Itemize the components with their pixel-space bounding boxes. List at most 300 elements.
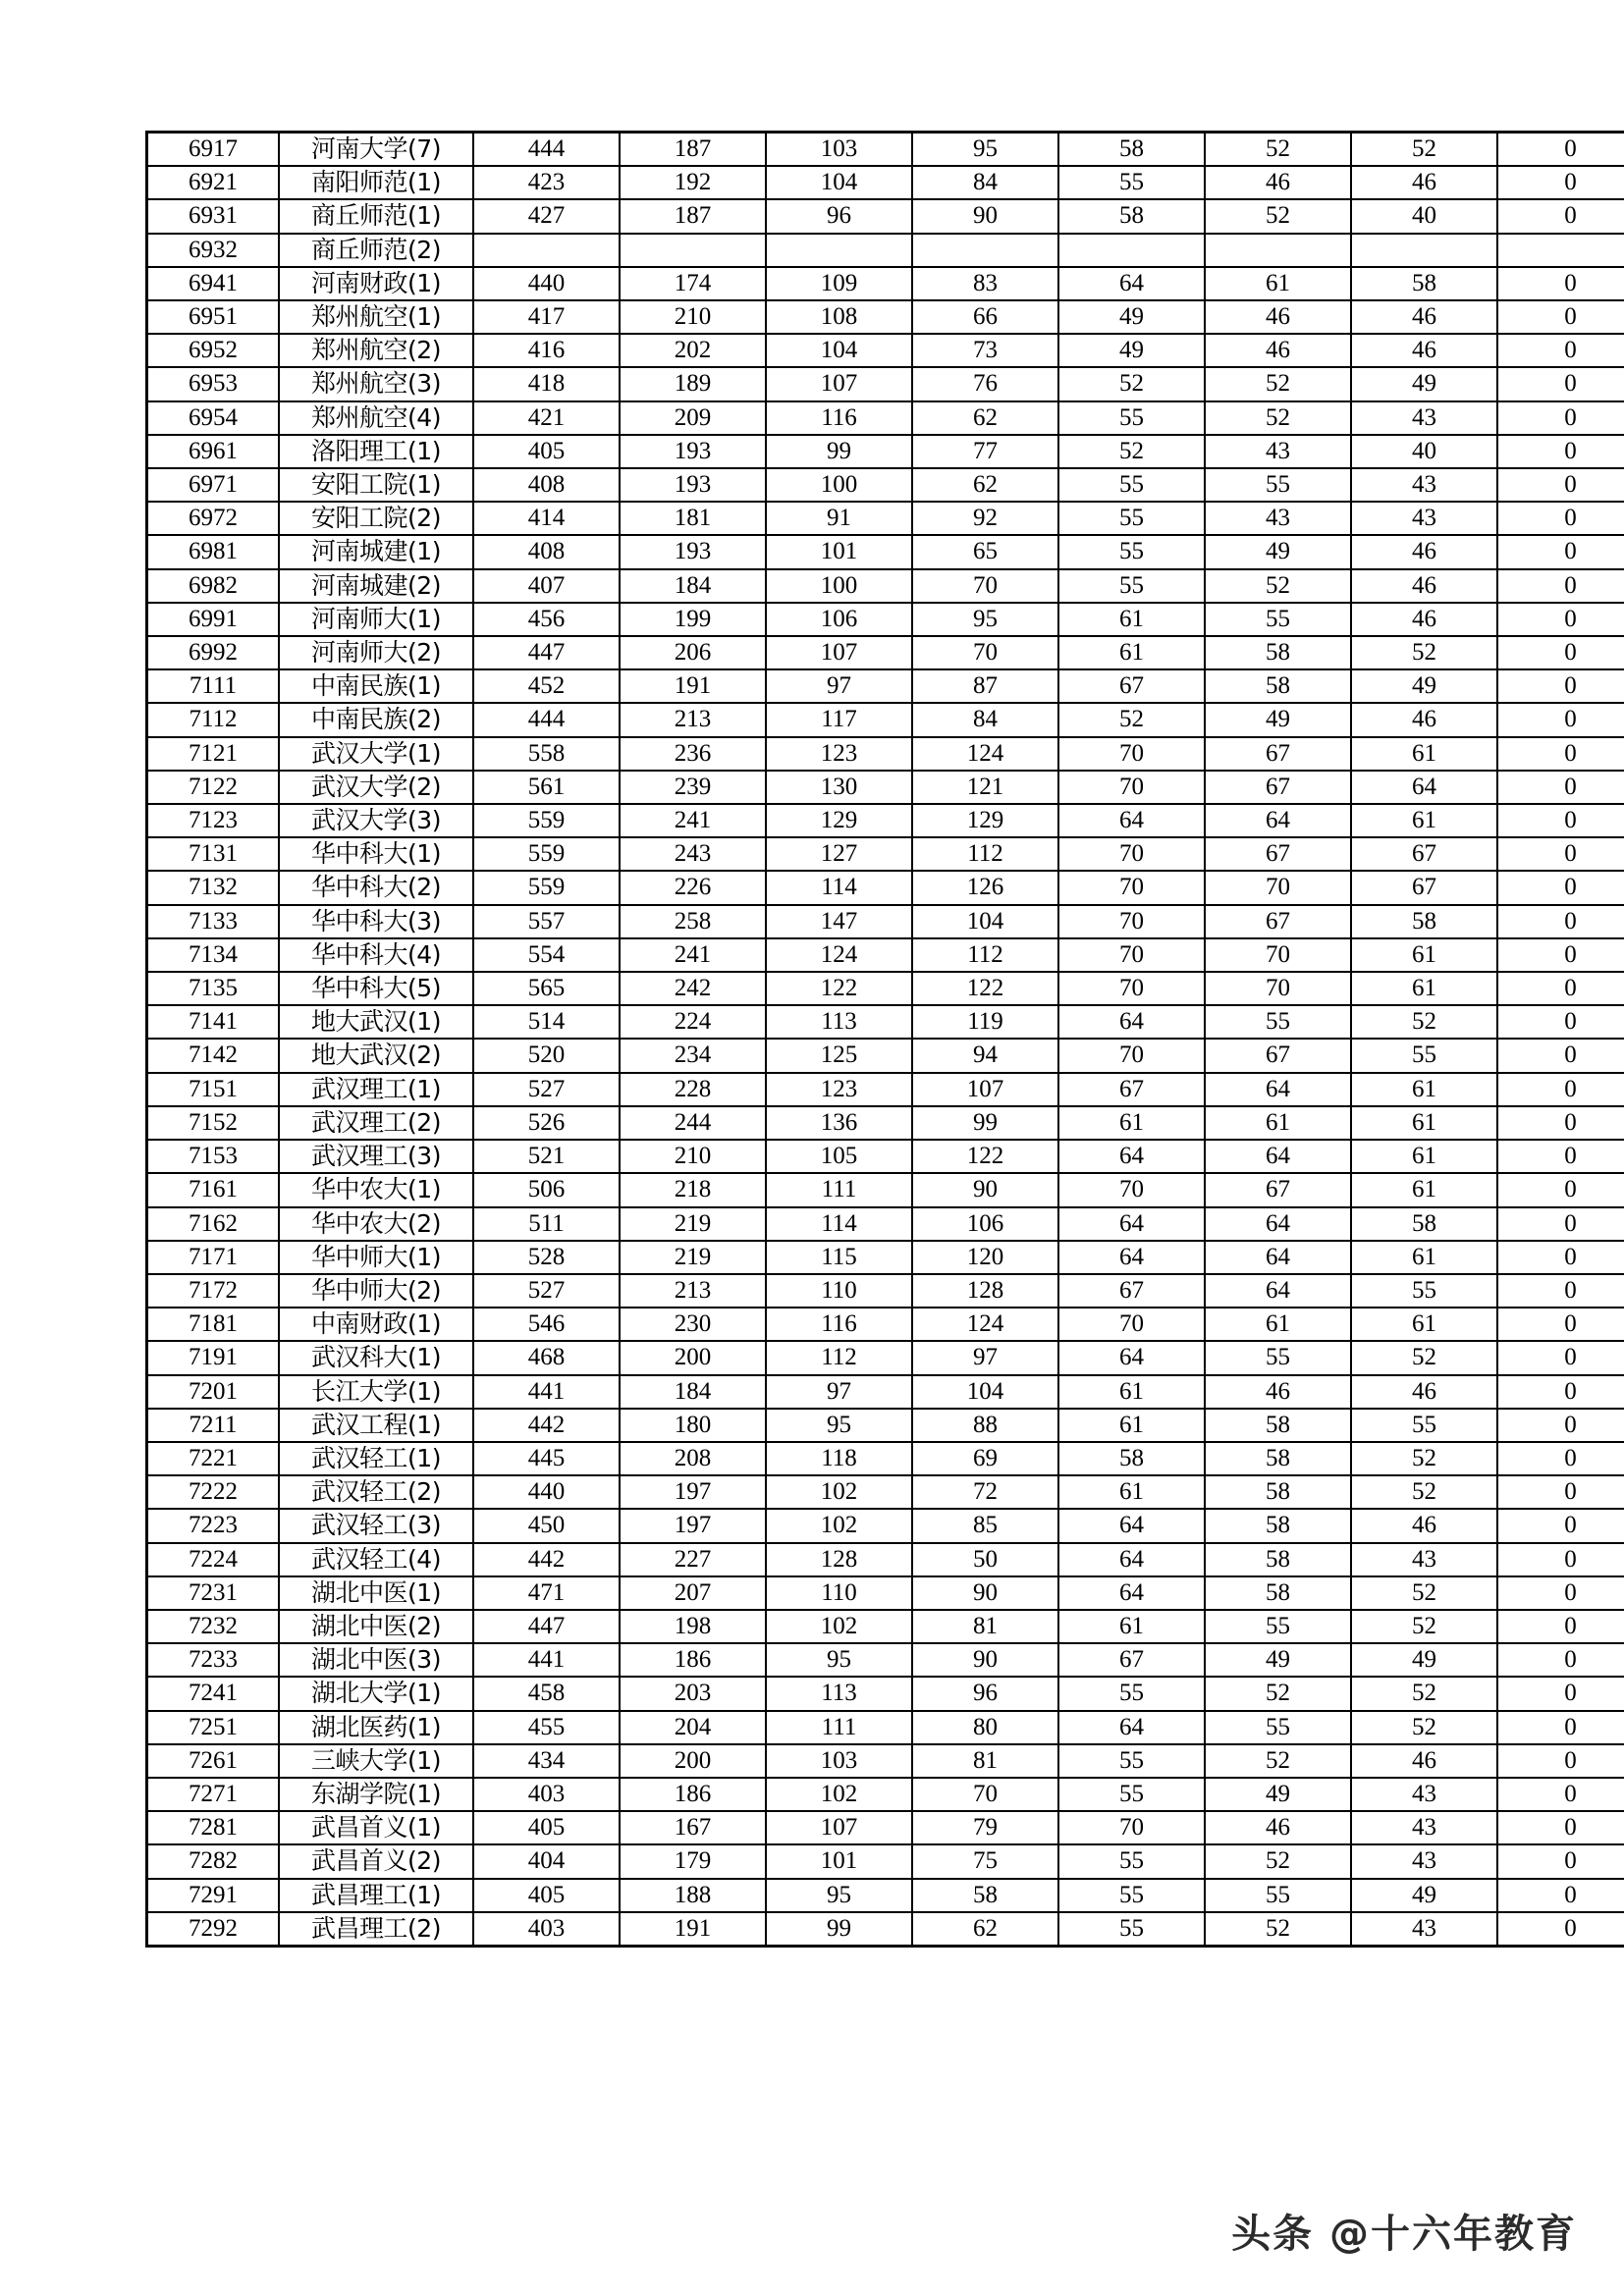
cell-school-name: 河南师大(2) xyxy=(279,636,473,669)
cell-value-2: 241 xyxy=(620,938,766,972)
cell-school-name: 中南财政(1) xyxy=(279,1308,473,1341)
cell-value-4 xyxy=(912,234,1058,267)
cell-value-7: 43 xyxy=(1351,1844,1497,1878)
cell-value-4: 66 xyxy=(912,300,1058,334)
table-row xyxy=(147,1005,1624,1039)
cell-school-code: 7134 xyxy=(147,938,280,972)
cell-value-4: 62 xyxy=(912,401,1058,435)
cell-value-8: 0 xyxy=(1497,603,1624,636)
table-row xyxy=(147,1844,1624,1878)
cell-total-score: 445 xyxy=(473,1442,620,1475)
cell-value-6: 49 xyxy=(1205,1778,1351,1811)
cell-value-6: 43 xyxy=(1205,435,1351,468)
cell-total-score: 557 xyxy=(473,905,620,938)
cell-value-6: 58 xyxy=(1205,1576,1351,1610)
cell-value-3: 128 xyxy=(766,1543,912,1576)
cell-total-score: 417 xyxy=(473,300,620,334)
cell-value-3: 129 xyxy=(766,804,912,837)
cell-school-name: 华中科大(4) xyxy=(279,938,473,972)
cell-value-7: 46 xyxy=(1351,1375,1497,1409)
cell-value-8: 0 xyxy=(1497,938,1624,972)
cell-value-6: 49 xyxy=(1205,1643,1351,1677)
cell-value-7: 61 xyxy=(1351,972,1497,1005)
cell-value-2: 197 xyxy=(620,1475,766,1509)
cell-school-code: 7261 xyxy=(147,1744,280,1778)
cell-value-3: 111 xyxy=(766,1711,912,1744)
cell-value-6: 52 xyxy=(1205,367,1351,400)
cell-value-3: 91 xyxy=(766,502,912,535)
cell-value-5: 67 xyxy=(1058,1643,1205,1677)
cell-total-score: 559 xyxy=(473,837,620,871)
cell-school-code: 6932 xyxy=(147,234,280,267)
cell-value-4: 97 xyxy=(912,1341,1058,1374)
cell-value-7: 64 xyxy=(1351,771,1497,804)
cell-value-2: 200 xyxy=(620,1341,766,1374)
cell-total-score: 444 xyxy=(473,133,620,167)
cell-total-score: 471 xyxy=(473,1576,620,1610)
cell-value-7: 58 xyxy=(1351,1207,1497,1241)
table-row xyxy=(147,502,1624,535)
cell-value-7: 43 xyxy=(1351,502,1497,535)
cell-value-2: 179 xyxy=(620,1844,766,1878)
cell-school-code: 6992 xyxy=(147,636,280,669)
cell-school-code: 6917 xyxy=(147,133,280,167)
cell-school-name: 河南城建(1) xyxy=(279,535,473,568)
cell-total-score: 403 xyxy=(473,1912,620,1947)
cell-value-4: 126 xyxy=(912,871,1058,904)
cell-value-2: 186 xyxy=(620,1643,766,1677)
cell-total-score: 527 xyxy=(473,1073,620,1106)
cell-value-8: 0 xyxy=(1497,1844,1624,1878)
cell-value-8: 0 xyxy=(1497,1173,1624,1206)
cell-school-name: 武汉大学(2) xyxy=(279,771,473,804)
cell-value-6: 52 xyxy=(1205,1912,1351,1947)
cell-value-4: 58 xyxy=(912,1879,1058,1912)
cell-value-3: 136 xyxy=(766,1106,912,1140)
cell-value-5: 70 xyxy=(1058,1173,1205,1206)
cell-school-code: 7153 xyxy=(147,1140,280,1173)
cell-value-7: 46 xyxy=(1351,603,1497,636)
cell-total-score: 554 xyxy=(473,938,620,972)
cell-value-6: 46 xyxy=(1205,334,1351,367)
cell-value-2: 210 xyxy=(620,1140,766,1173)
cell-school-code: 7131 xyxy=(147,837,280,871)
cell-value-7: 40 xyxy=(1351,435,1497,468)
watermark-text: 头条 @十六年教育 xyxy=(1231,2212,1577,2257)
cell-value-4: 69 xyxy=(912,1442,1058,1475)
cell-value-7: 61 xyxy=(1351,1173,1497,1206)
cell-value-7: 52 xyxy=(1351,636,1497,669)
cell-value-5: 70 xyxy=(1058,871,1205,904)
cell-value-2: 174 xyxy=(620,267,766,300)
cell-school-name: 湖北中医(2) xyxy=(279,1610,473,1643)
cell-value-3: 117 xyxy=(766,703,912,736)
cell-value-4: 119 xyxy=(912,1005,1058,1039)
cell-total-score: 442 xyxy=(473,1409,620,1442)
cell-value-6: 55 xyxy=(1205,1341,1351,1374)
cell-value-4: 107 xyxy=(912,1073,1058,1106)
cell-value-7: 52 xyxy=(1351,1677,1497,1710)
cell-school-code: 7241 xyxy=(147,1677,280,1710)
cell-value-6: 58 xyxy=(1205,636,1351,669)
cell-value-7: 46 xyxy=(1351,300,1497,334)
cell-school-code: 7142 xyxy=(147,1039,280,1072)
cell-school-code: 6941 xyxy=(147,267,280,300)
cell-value-5: 64 xyxy=(1058,1509,1205,1542)
cell-value-7: 46 xyxy=(1351,1509,1497,1542)
cell-value-5: 55 xyxy=(1058,1677,1205,1710)
cell-total-score: 418 xyxy=(473,367,620,400)
cell-total-score: 421 xyxy=(473,401,620,435)
cell-value-3: 112 xyxy=(766,1341,912,1374)
cell-total-score: 458 xyxy=(473,1677,620,1710)
cell-value-5: 58 xyxy=(1058,1442,1205,1475)
cell-school-name: 武汉轻工(1) xyxy=(279,1442,473,1475)
cell-school-code: 7123 xyxy=(147,804,280,837)
cell-value-8: 0 xyxy=(1497,871,1624,904)
cell-value-6: 64 xyxy=(1205,1241,1351,1274)
table-row xyxy=(147,1912,1624,1947)
table-row xyxy=(147,1274,1624,1308)
cell-school-code: 7224 xyxy=(147,1543,280,1576)
cell-value-5: 67 xyxy=(1058,1073,1205,1106)
cell-value-5: 64 xyxy=(1058,1140,1205,1173)
cell-value-5: 61 xyxy=(1058,1475,1205,1509)
cell-total-score: 444 xyxy=(473,703,620,736)
cell-value-4: 90 xyxy=(912,1643,1058,1677)
table-row xyxy=(147,1811,1624,1844)
cell-value-6: 64 xyxy=(1205,1073,1351,1106)
cell-value-7: 61 xyxy=(1351,1308,1497,1341)
cell-value-8: 0 xyxy=(1497,468,1624,502)
cell-value-2: 199 xyxy=(620,603,766,636)
cell-value-8: 0 xyxy=(1497,1879,1624,1912)
cell-value-3: 125 xyxy=(766,1039,912,1072)
table-row xyxy=(147,1073,1624,1106)
cell-value-6: 64 xyxy=(1205,1207,1351,1241)
cell-value-6: 46 xyxy=(1205,1375,1351,1409)
cell-value-5: 61 xyxy=(1058,1409,1205,1442)
cell-value-8: 0 xyxy=(1497,1409,1624,1442)
table-row xyxy=(147,367,1624,400)
cell-value-4: 81 xyxy=(912,1610,1058,1643)
cell-value-8: 0 xyxy=(1497,535,1624,568)
cell-value-3: 102 xyxy=(766,1509,912,1542)
cell-value-3: 101 xyxy=(766,535,912,568)
cell-value-5: 55 xyxy=(1058,1912,1205,1947)
cell-value-8: 0 xyxy=(1497,1543,1624,1576)
table-row xyxy=(147,804,1624,837)
cell-value-6: 49 xyxy=(1205,535,1351,568)
cell-value-5: 70 xyxy=(1058,737,1205,771)
cell-school-code: 7132 xyxy=(147,871,280,904)
cell-value-4: 81 xyxy=(912,1744,1058,1778)
cell-school-name: 东湖学院(1) xyxy=(279,1778,473,1811)
cell-value-5: 70 xyxy=(1058,771,1205,804)
cell-total-score: 408 xyxy=(473,535,620,568)
cell-value-2: 236 xyxy=(620,737,766,771)
table-row xyxy=(147,1677,1624,1710)
cell-value-3: 147 xyxy=(766,905,912,938)
cell-school-code: 7292 xyxy=(147,1912,280,1947)
cell-school-code: 7291 xyxy=(147,1879,280,1912)
cell-value-6: 70 xyxy=(1205,972,1351,1005)
cell-value-6 xyxy=(1205,234,1351,267)
cell-value-6: 55 xyxy=(1205,1879,1351,1912)
cell-value-2: 200 xyxy=(620,1744,766,1778)
cell-school-name: 中南民族(2) xyxy=(279,703,473,736)
cell-value-8: 0 xyxy=(1497,804,1624,837)
cell-school-name: 武昌首义(2) xyxy=(279,1844,473,1878)
table-row xyxy=(147,636,1624,669)
cell-total-score: 408 xyxy=(473,468,620,502)
cell-value-2: 197 xyxy=(620,1509,766,1542)
table-row xyxy=(147,1543,1624,1576)
cell-value-5: 70 xyxy=(1058,1308,1205,1341)
cell-total-score: 561 xyxy=(473,771,620,804)
table-row xyxy=(147,1576,1624,1610)
cell-value-4: 124 xyxy=(912,1308,1058,1341)
cell-value-5: 70 xyxy=(1058,905,1205,938)
cell-value-2: 180 xyxy=(620,1409,766,1442)
cell-total-score: 440 xyxy=(473,267,620,300)
cell-value-5: 55 xyxy=(1058,401,1205,435)
cell-value-2: 226 xyxy=(620,871,766,904)
cell-school-name: 华中农大(2) xyxy=(279,1207,473,1241)
cell-value-4: 72 xyxy=(912,1475,1058,1509)
cell-value-6: 55 xyxy=(1205,603,1351,636)
cell-school-name: 河南师大(1) xyxy=(279,603,473,636)
cell-total-score: 427 xyxy=(473,199,620,233)
table-row xyxy=(147,669,1624,703)
cell-school-code: 6952 xyxy=(147,334,280,367)
cell-value-6: 70 xyxy=(1205,871,1351,904)
cell-value-6: 58 xyxy=(1205,1543,1351,1576)
cell-value-4: 84 xyxy=(912,166,1058,199)
cell-value-4: 65 xyxy=(912,535,1058,568)
cell-value-6: 67 xyxy=(1205,737,1351,771)
cell-value-3: 99 xyxy=(766,435,912,468)
cell-value-5: 64 xyxy=(1058,1341,1205,1374)
cell-school-name: 洛阳理工(1) xyxy=(279,435,473,468)
cell-school-name: 长江大学(1) xyxy=(279,1375,473,1409)
cell-school-name: 郑州航空(3) xyxy=(279,367,473,400)
cell-value-8: 0 xyxy=(1497,166,1624,199)
table-row xyxy=(147,938,1624,972)
cell-value-2: 239 xyxy=(620,771,766,804)
cell-value-2: 258 xyxy=(620,905,766,938)
cell-total-score: 440 xyxy=(473,1475,620,1509)
cell-value-3: 102 xyxy=(766,1475,912,1509)
cell-value-2: 206 xyxy=(620,636,766,669)
cell-value-5: 61 xyxy=(1058,1106,1205,1140)
cell-value-3: 106 xyxy=(766,603,912,636)
cell-school-code: 6953 xyxy=(147,367,280,400)
cell-value-6: 55 xyxy=(1205,468,1351,502)
cell-total-score: 407 xyxy=(473,569,620,603)
table-body xyxy=(147,133,1624,1947)
cell-value-3: 100 xyxy=(766,569,912,603)
table-row xyxy=(147,435,1624,468)
cell-value-5: 55 xyxy=(1058,1879,1205,1912)
cell-value-3: 111 xyxy=(766,1173,912,1206)
cell-total-score: 404 xyxy=(473,1844,620,1878)
table-row xyxy=(147,1643,1624,1677)
cell-school-code: 7271 xyxy=(147,1778,280,1811)
cell-school-name: 安阳工院(2) xyxy=(279,502,473,535)
cell-value-3: 124 xyxy=(766,938,912,972)
table-row xyxy=(147,972,1624,1005)
cell-total-score: 514 xyxy=(473,1005,620,1039)
cell-value-6: 46 xyxy=(1205,300,1351,334)
cell-school-code: 6972 xyxy=(147,502,280,535)
cell-value-6: 58 xyxy=(1205,1409,1351,1442)
cell-value-7: 49 xyxy=(1351,367,1497,400)
cell-school-code: 7152 xyxy=(147,1106,280,1140)
table-row xyxy=(147,199,1624,233)
cell-value-3: 97 xyxy=(766,1375,912,1409)
cell-value-4: 96 xyxy=(912,1677,1058,1710)
cell-value-2: 189 xyxy=(620,367,766,400)
cell-value-2: 219 xyxy=(620,1207,766,1241)
cell-value-2: 191 xyxy=(620,669,766,703)
cell-value-8: 0 xyxy=(1497,1375,1624,1409)
cell-value-5: 49 xyxy=(1058,300,1205,334)
cell-value-7: 52 xyxy=(1351,1341,1497,1374)
cell-value-2: 167 xyxy=(620,1811,766,1844)
table-row xyxy=(147,1879,1624,1912)
cell-value-8: 0 xyxy=(1497,1442,1624,1475)
cell-value-2: 181 xyxy=(620,502,766,535)
cell-value-3: 100 xyxy=(766,468,912,502)
cell-value-4: 83 xyxy=(912,267,1058,300)
cell-value-4: 104 xyxy=(912,1375,1058,1409)
cell-value-6: 58 xyxy=(1205,1475,1351,1509)
cell-value-8: 0 xyxy=(1497,569,1624,603)
cell-value-5: 64 xyxy=(1058,1241,1205,1274)
table-row xyxy=(147,871,1624,904)
cell-value-6: 67 xyxy=(1205,1039,1351,1072)
cell-value-6: 52 xyxy=(1205,1844,1351,1878)
cell-value-4: 50 xyxy=(912,1543,1058,1576)
cell-value-2: 187 xyxy=(620,199,766,233)
cell-value-8: 0 xyxy=(1497,334,1624,367)
cell-value-6: 52 xyxy=(1205,199,1351,233)
cell-value-5: 55 xyxy=(1058,1844,1205,1878)
table-row xyxy=(147,1173,1624,1206)
cell-total-score: 405 xyxy=(473,1811,620,1844)
cell-value-7: 67 xyxy=(1351,837,1497,871)
table-row xyxy=(147,1409,1624,1442)
table-row xyxy=(147,703,1624,736)
cell-school-name: 湖北大学(1) xyxy=(279,1677,473,1710)
cell-value-3: 95 xyxy=(766,1643,912,1677)
cell-value-8: 0 xyxy=(1497,1073,1624,1106)
cell-value-8: 0 xyxy=(1497,837,1624,871)
cell-total-score: 558 xyxy=(473,737,620,771)
cell-school-name: 湖北中医(1) xyxy=(279,1576,473,1610)
cell-value-5: 70 xyxy=(1058,938,1205,972)
cell-value-5: 70 xyxy=(1058,1811,1205,1844)
cell-school-code: 7122 xyxy=(147,771,280,804)
cell-school-code: 7221 xyxy=(147,1442,280,1475)
cell-school-name: 华中农大(1) xyxy=(279,1173,473,1206)
cell-value-7: 61 xyxy=(1351,938,1497,972)
cell-school-name: 华中科大(3) xyxy=(279,905,473,938)
cell-value-2: 198 xyxy=(620,1610,766,1643)
cell-school-code: 7181 xyxy=(147,1308,280,1341)
cell-total-score: 450 xyxy=(473,1509,620,1542)
cell-value-8: 0 xyxy=(1497,1912,1624,1947)
cell-value-6: 49 xyxy=(1205,703,1351,736)
cell-value-3: 108 xyxy=(766,300,912,334)
cell-value-2: 213 xyxy=(620,703,766,736)
cell-value-7: 46 xyxy=(1351,569,1497,603)
cell-value-4: 76 xyxy=(912,367,1058,400)
cell-value-4: 121 xyxy=(912,771,1058,804)
cell-value-4: 112 xyxy=(912,938,1058,972)
cell-school-name: 武昌首义(1) xyxy=(279,1811,473,1844)
cell-total-score: 405 xyxy=(473,1879,620,1912)
cell-value-7: 43 xyxy=(1351,401,1497,435)
cell-value-4: 95 xyxy=(912,133,1058,167)
cell-value-5: 58 xyxy=(1058,199,1205,233)
cell-value-4: 92 xyxy=(912,502,1058,535)
cell-value-4: 73 xyxy=(912,334,1058,367)
cell-value-3: 95 xyxy=(766,1879,912,1912)
cell-value-2: 244 xyxy=(620,1106,766,1140)
cell-value-6: 52 xyxy=(1205,133,1351,167)
cell-school-name: 地大武汉(2) xyxy=(279,1039,473,1072)
cell-value-2: 242 xyxy=(620,972,766,1005)
cell-value-2: 241 xyxy=(620,804,766,837)
cell-value-7: 61 xyxy=(1351,804,1497,837)
cell-value-4: 84 xyxy=(912,703,1058,736)
cell-value-5: 49 xyxy=(1058,334,1205,367)
cell-value-2: 243 xyxy=(620,837,766,871)
cell-value-5: 58 xyxy=(1058,133,1205,167)
cell-value-5: 70 xyxy=(1058,837,1205,871)
table-row xyxy=(147,837,1624,871)
cell-school-code: 6961 xyxy=(147,435,280,468)
cell-school-name: 华中科大(2) xyxy=(279,871,473,904)
table-row xyxy=(147,468,1624,502)
cell-total-score: 441 xyxy=(473,1375,620,1409)
cell-value-4: 122 xyxy=(912,1140,1058,1173)
cell-value-8: 0 xyxy=(1497,1005,1624,1039)
cell-total-score: 559 xyxy=(473,804,620,837)
cell-value-5: 55 xyxy=(1058,1778,1205,1811)
cell-value-8: 0 xyxy=(1497,1711,1624,1744)
cell-total-score: 405 xyxy=(473,435,620,468)
cell-total-score: 423 xyxy=(473,166,620,199)
cell-value-5: 55 xyxy=(1058,569,1205,603)
cell-school-code: 7222 xyxy=(147,1475,280,1509)
cell-value-3: 127 xyxy=(766,837,912,871)
cell-value-6: 67 xyxy=(1205,837,1351,871)
cell-value-5: 52 xyxy=(1058,435,1205,468)
cell-school-code: 7171 xyxy=(147,1241,280,1274)
cell-value-5: 55 xyxy=(1058,468,1205,502)
cell-value-7: 55 xyxy=(1351,1274,1497,1308)
cell-school-name: 武汉轻工(4) xyxy=(279,1543,473,1576)
cell-value-5: 64 xyxy=(1058,267,1205,300)
cell-value-5: 61 xyxy=(1058,1610,1205,1643)
cell-school-code: 7223 xyxy=(147,1509,280,1542)
cell-value-4: 106 xyxy=(912,1207,1058,1241)
cell-value-7: 43 xyxy=(1351,1778,1497,1811)
cell-value-7: 61 xyxy=(1351,1073,1497,1106)
